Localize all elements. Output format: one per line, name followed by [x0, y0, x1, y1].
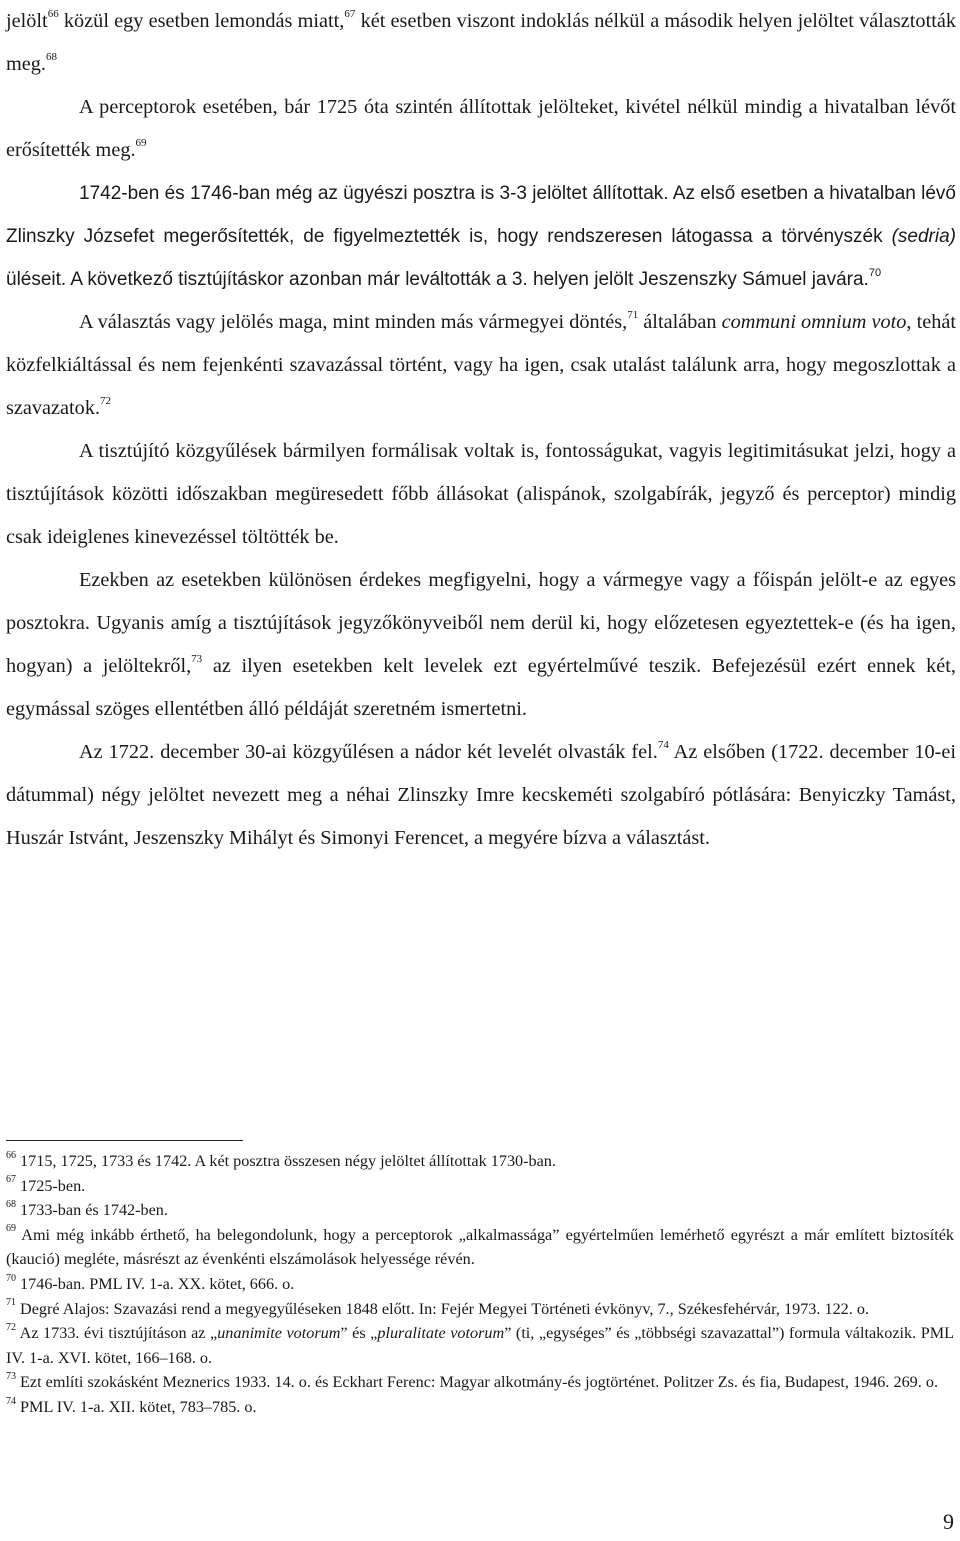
footnote-ref-69[interactable]: 69: [135, 137, 147, 150]
footnote-number: 68: [6, 1198, 16, 1210]
italic-term: communi omnium voto: [721, 311, 907, 333]
footnote-number: 70: [6, 1272, 16, 1284]
footnote-ref-71[interactable]: 71: [627, 309, 639, 322]
footnote-68: [6, 1198, 954, 1223]
footnote-number: 73: [6, 1370, 16, 1382]
footnote-text: Ezt említi szokásként Meznerics 1933. 14. o. és Eckhart Ferenc: Magyar alkotmány-és jogtörténet. Politzer Zs. és fia, Budapest, 1946. 269. o.: [16, 1373, 938, 1392]
footnote-number: 67: [6, 1174, 16, 1186]
italic-term: (sedria): [891, 226, 956, 247]
text-run: , tehát közfelkiáltással és nem fejenkénti szavazással történt, vagy ha igen, csak utalást találunk arra, hogy megoszlottak a szavazatok.: [6, 311, 956, 419]
paragraph-5: [6, 430, 956, 559]
text-run: A választás vagy jelölés maga, mint minden más vármegyei döntés,: [79, 311, 628, 333]
text-run: A perceptorok esetében, bár 1725 óta szintén állítottak jelölteket, kivétel nélkül mindig a hivatalban lévőt erősítették meg.: [6, 96, 956, 161]
footnote-text: ” és „: [340, 1324, 378, 1343]
footnote-ref-73[interactable]: 73: [191, 653, 203, 666]
text-run: két esetben viszont indoklás nélkül a második helyen jelöltet választották meg.: [6, 10, 956, 75]
body-text: [6, 0, 956, 860]
footnote-text: 1715, 1725, 1733 és 1742. A két posztra összesen négy jelöltet állítottak 1730-ban.: [16, 1152, 556, 1170]
footnote-separator: [6, 1140, 243, 1141]
footnote-72: [6, 1321, 954, 1370]
footnote-ref-68[interactable]: 68: [46, 51, 57, 64]
footnote-ref-70[interactable]: 70: [868, 266, 882, 279]
paragraph-4: [6, 301, 956, 430]
footnote-number: 69: [6, 1223, 16, 1235]
footnote-text: Degré Alajos: Szavazási rend a megyegyűléseken 1848 előtt. In: Fejér Megyei Történeti évkönyv, 7., Székesfehérvár, 1973. 122. o.: [16, 1299, 869, 1318]
text-run: jelölt: [6, 10, 48, 32]
footnote-ref-67[interactable]: 67: [344, 8, 356, 21]
text-run: általában: [638, 311, 722, 333]
italic-term: pluralitate votorum: [377, 1324, 505, 1343]
footnote-number: 66: [6, 1149, 16, 1161]
text-run: A tisztújító közgyűlések bármilyen formálisak voltak is, fontosságukat, vagyis legitimitásukat jelzi, hogy a tisztújítások közötti időszakban megüresedett főbb állásokat (alispánok, szolgabírák, jegyző és perceptor) mindig csak ideiglenes kinevezéssel töltötték be.: [6, 440, 956, 548]
footnote-74: [6, 1395, 954, 1420]
paragraph-1: [6, 0, 956, 86]
footnote-ref-74[interactable]: 74: [657, 739, 669, 752]
text-run: az ilyen esetekben kelt levelek ezt egyértelművé teszik. Befejezésül ezért ennek két, egymással szöges ellentétben álló példáját szeretném ismertetni.: [6, 655, 956, 720]
text-run: 1742-ben és 1746-ban még az ügyészi posztra is 3-3 jelöltet állítottak. Az első esetben a hivatalban lévő Zlinszky Józsefet megerősítették, de figyelmeztették is, hogy rendszeresen látogassa a törvényszék: [6, 183, 956, 247]
text-run: üléseit. A következő tisztújításkor azonban már leváltották a 3. helyen jelölt Jeszenszky Sámuel javára.: [6, 269, 869, 290]
footnote-67: [6, 1174, 954, 1199]
text-run: Az elsőben (1722. december 10-ei dátummal) négy jelöltet nevezett meg a néhai Zlinszky Imre kecskeméti szolgabíró pótlására: Benyiczky Tamást, Huszár Istvánt, Jeszenszky Mihályt és Simonyi Ferencet, a megyére bízva a választást.: [6, 741, 956, 849]
text-run: Az 1722. december 30-ai közgyűlésen a nádor két levelét olvasták fel.: [79, 741, 658, 763]
footnote-text: ” (ti, „egységes” és „többségi szavazattal”) formula váltakozik. PML IV. 1-a. XVI. kötet, 166–168. o.: [6, 1324, 954, 1367]
footnote-text: Ami még inkább érthető, ha belegondolunk, hogy a perceptorok „alkalmassága” egyértelműen lemérhető egyrészt a már említett biztosíték (kaució) megléte, másrészt az évenkénti elszámolások helyessége révén.: [6, 1225, 954, 1269]
footnote-number: 71: [6, 1297, 16, 1309]
paragraph-2: [6, 86, 956, 172]
footnote-number: 72: [6, 1321, 16, 1333]
footnote-71: [6, 1297, 954, 1322]
text-run: Ezekben az esetekben különösen érdekes megfigyelni, hogy a vármegye vagy a főispán jelölt-e az egyes posztokra. Ugyanis amíg a tisztújítások jegyzőkönyveiből nem derül ki, hogy előzetesen egyeztettek-e (és ha igen, hogyan) a jelöltekről,: [6, 569, 956, 677]
footnote-text: Az 1733. évi tisztújításon az „: [16, 1324, 218, 1343]
page-number: 9: [943, 1509, 954, 1534]
footnote-ref-66[interactable]: 66: [47, 8, 59, 21]
paragraph-7: [6, 731, 956, 860]
paragraph-6: [6, 559, 956, 731]
italic-term: unanimite votorum: [217, 1324, 341, 1343]
footnote-text: 1746-ban. PML IV. 1-a. XX. kötet, 666. o.: [16, 1274, 295, 1293]
paragraph-3: [6, 172, 956, 301]
text-run: közül egy esetben lemondás miatt,: [58, 10, 345, 32]
footnote-66: [6, 1149, 954, 1174]
footnotes: [6, 1149, 954, 1420]
footnote-69: [6, 1223, 954, 1272]
footnote-text: PML IV. 1-a. XII. kötet, 783–785. o.: [16, 1397, 257, 1416]
footnote-number: 74: [6, 1395, 16, 1407]
footnote-text: 1725-ben.: [16, 1176, 86, 1195]
footnote-text: 1733-ban és 1742-ben.: [16, 1201, 168, 1220]
footnote-73: [6, 1370, 954, 1395]
footnote-ref-72[interactable]: 72: [100, 395, 112, 408]
footnote-70: [6, 1272, 954, 1297]
